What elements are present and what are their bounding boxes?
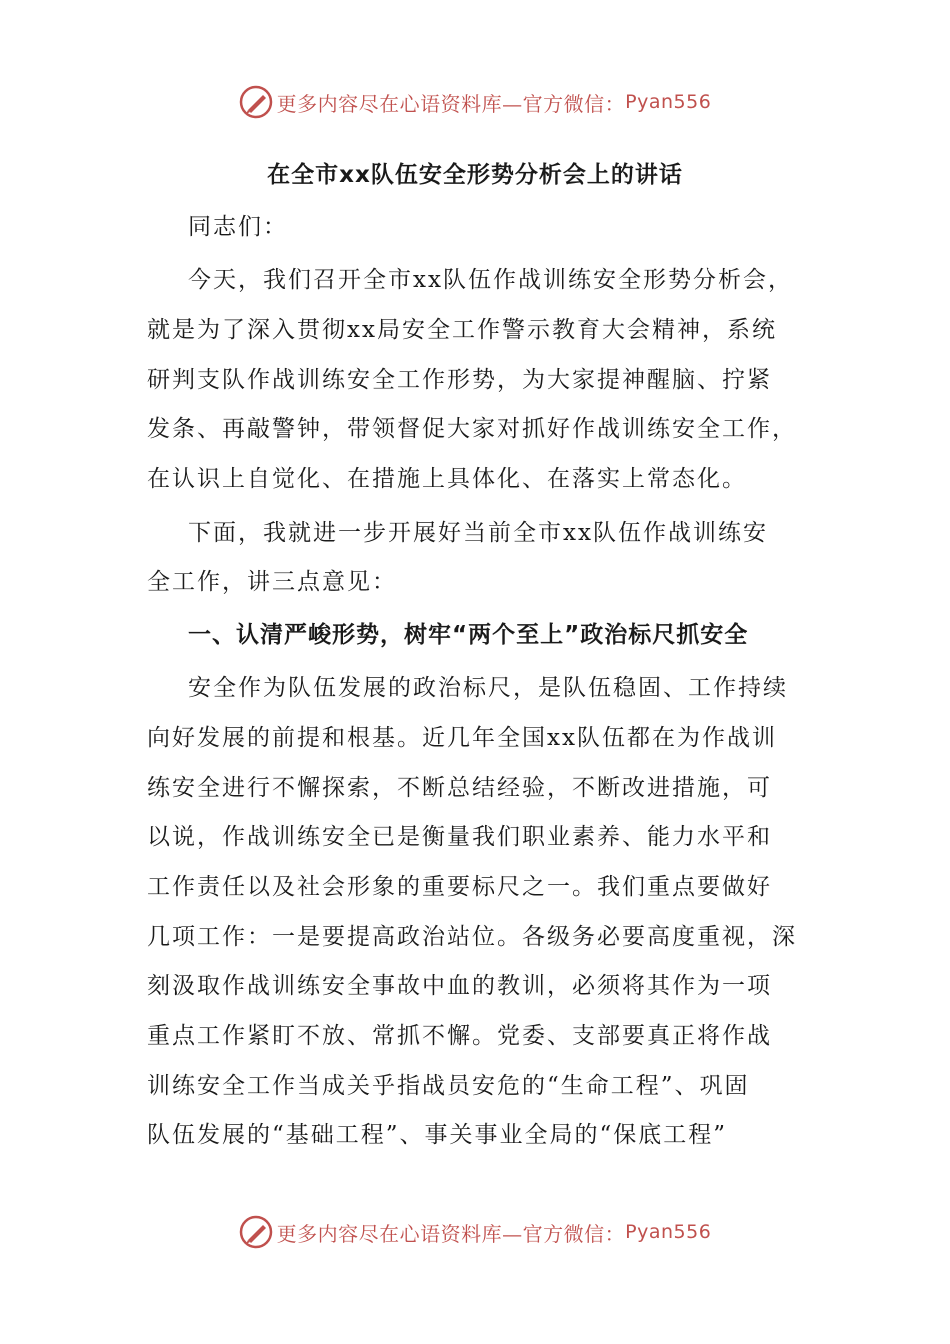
watermark-id: Pyan556 — [625, 1221, 712, 1243]
pen-logo-icon — [239, 85, 273, 119]
section-heading: 一、认清严峻形势，树牢“两个至上”政治标尺抓安全 — [188, 622, 749, 648]
paragraph-line: 工作责任以及社会形象的重要标尺之一。我们重点要做好 — [147, 874, 772, 900]
paragraph-line: 几项工作：一是要提高政治站位。各级务必要高度重视，深 — [147, 924, 797, 950]
paragraph-line: 以说，作战训练安全已是衡量我们职业素养、能力水平和 — [147, 824, 772, 850]
document-title: 在全市xx队伍安全形势分析会上的讲话 — [267, 162, 683, 188]
paragraph-line: 今天，我们召开全市xx队伍作战训练安全形势分析会， — [188, 267, 793, 293]
paragraph-line: 训练安全工作当成关乎指战员安危的“生命工程”、巩固 — [147, 1073, 750, 1099]
paragraph-line: 下面，我就进一步开展好当前全市xx队伍作战训练安 — [188, 520, 768, 546]
paragraph-line: 刻汲取作战训练安全事故中血的教训，必须将其作为一项 — [147, 973, 772, 999]
paragraph-line: 发条、再敲警钟，带领督促大家对抓好作战训练安全工作， — [147, 416, 797, 442]
paragraph-line: 重点工作紧盯不放、常抓不懈。党委、支部要真正将作战 — [147, 1023, 772, 1049]
paragraph-line: 向好发展的前提和根基。近几年全国xx队伍都在为作战训 — [147, 725, 777, 751]
paragraph-line: 全工作，讲三点意见： — [147, 569, 397, 595]
watermark-text: 更多内容尽在心语资料库—官方微信： — [276, 91, 626, 116]
paragraph-line: 就是为了深入贯彻xx局安全工作警示教育大会精神，系统 — [147, 317, 777, 343]
watermark-text: 更多内容尽在心语资料库—官方微信： — [276, 1221, 626, 1246]
pen-logo-icon — [239, 1215, 273, 1249]
paragraph-line: 练安全进行不懈探索，不断总结经验，不断改进措施，可 — [147, 775, 772, 801]
salutation: 同志们： — [188, 214, 288, 240]
watermark-id: Pyan556 — [625, 91, 712, 113]
paragraph-line: 安全作为队伍发展的政治标尺，是队伍稳固、工作持续 — [188, 675, 788, 701]
paragraph-line: 在认识上自觉化、在措施上具体化、在落实上常态化。 — [147, 466, 747, 492]
paragraph-line: 队伍发展的“基础工程”、事关事业全局的“保底工程” — [147, 1122, 728, 1148]
watermark-header — [0, 82, 950, 122]
watermark-footer — [0, 1212, 950, 1252]
paragraph-line: 研判支队作战训练安全工作形势，为大家提神醒脑、拧紧 — [147, 367, 772, 393]
